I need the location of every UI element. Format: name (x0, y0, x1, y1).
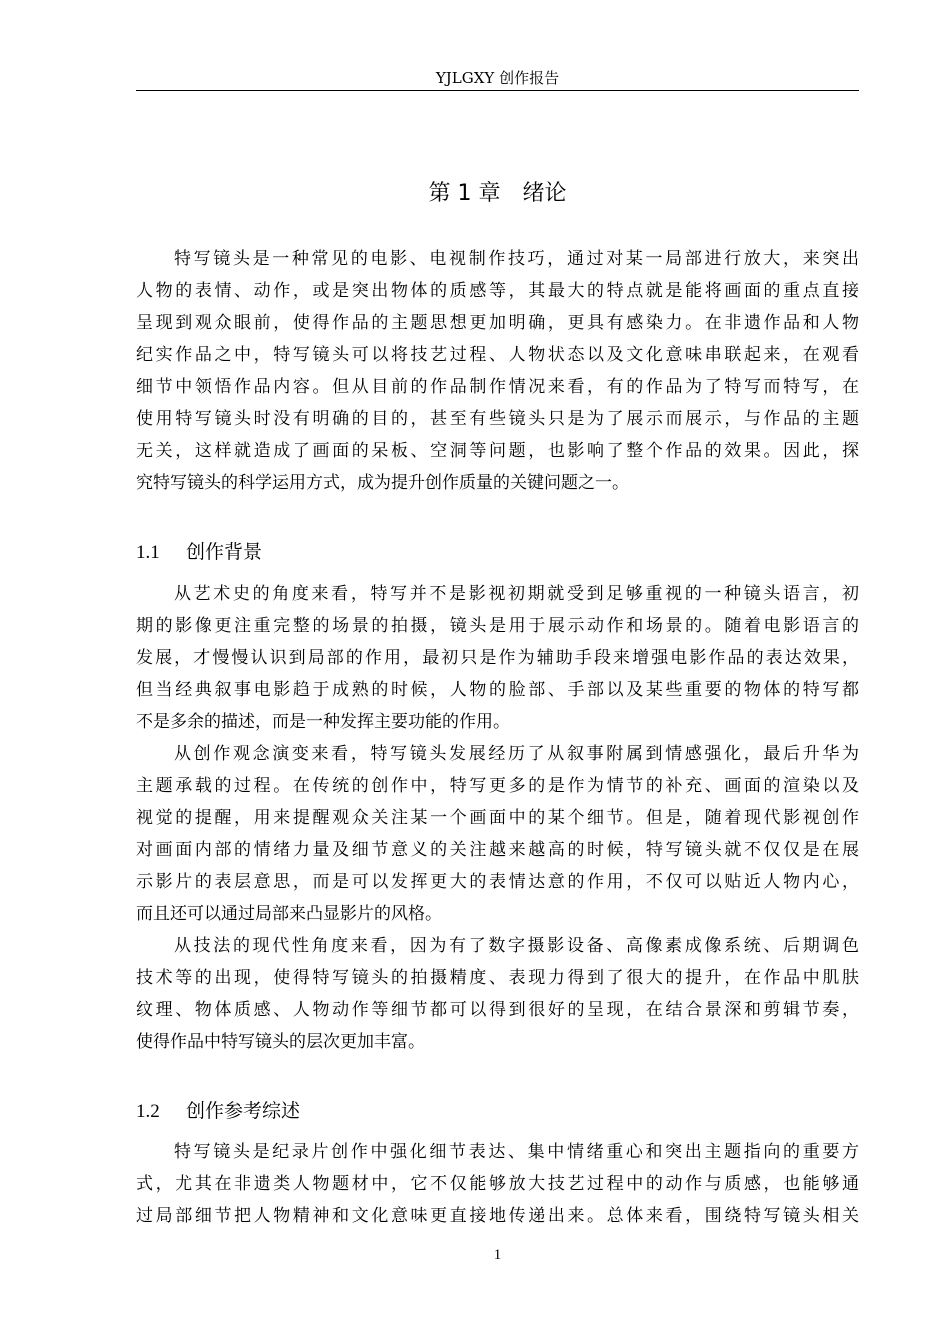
paragraph-line: 从艺术史的角度来看，特写并不是影视初期就受到足够重视的一种镜头语言，初 (174, 584, 859, 604)
section-title-text: 创作背景 (186, 541, 263, 563)
paragraph-line: 纹理、物体质感、人物动作等细节都可以得到很好的呈现，在结合景深和剪辑节奏， (136, 1000, 859, 1020)
chapter-number: 第 1 章 (428, 181, 501, 206)
section-heading-1-2 (136, 1096, 859, 1127)
paragraph-line: 而且还可以通过局部来凸显影片的风格。 (136, 904, 442, 924)
section-1-1-paragraph-3 (136, 930, 859, 1058)
paragraph-line: 示影片的表层意思，而是可以发挥更大的表情达意的作用，不仅可以贴近人物内心， (136, 872, 859, 892)
paragraph-line: 但当经典叙事电影趋于成熟的时候，人物的脸部、手部以及某些重要的物体的特写都 (136, 680, 859, 700)
section-number: 1.2 (136, 1101, 160, 1122)
paragraph-line: 视觉的提醒，用来提醒观众关注某一个画面中的某个细节。但是，随着现代影视创作 (136, 808, 859, 828)
paragraph-line: 纪实作品之中，特写镜头可以将技艺过程、人物状态以及文化意味串联起来，在观看 (136, 345, 859, 365)
section-1-1-paragraph-1 (136, 578, 859, 738)
paragraph-line: 使得作品中特写镜头的层次更加丰富。 (136, 1032, 425, 1052)
paragraph-line: 人物的表情、动作，或是突出物体的质感等，其最大的特点就是能将画面的重点直接 (136, 281, 859, 301)
chapter-name: 绪论 (522, 181, 567, 206)
section-1-2-paragraph-1 (136, 1136, 859, 1232)
paragraph-line: 发展，才慢慢认识到局部的作用，最初只是作为辅助手段来增强电影作品的表达效果， (136, 648, 859, 668)
paragraph-line: 细节中领悟作品内容。但从目前的作品制作情况来看，有的作品为了特写而特写，在 (136, 377, 859, 397)
paragraph-line: 对画面内部的情绪力量及细节意义的关注越来越高的时候，特写镜头就不仅仅是在展 (136, 840, 859, 860)
page-header (136, 66, 859, 91)
paragraph-line: 无关，这样就造成了画面的呆板、空洞等问题，也影响了整个作品的效果。因此，探 (136, 441, 859, 461)
header-title: YJLGXY 创作报告 (435, 69, 560, 87)
paragraph-line: 从创作观念演变来看，特写镜头发展经历了从叙事附属到情感强化，最后升华为 (174, 744, 859, 764)
chapter-title (136, 178, 859, 210)
paragraph-line: 期的影像更注重完整的场景的拍摄，镜头是用于展示动作和场景的。随着电影语言的 (136, 616, 859, 636)
page-number: 1 (493, 1247, 502, 1263)
paragraph-line: 从技法的现代性角度来看，因为有了数字摄影设备、高像素成像系统、后期调色 (174, 936, 859, 956)
paragraph-line: 技术等的出现，使得特写镜头的拍摄精度、表现力得到了很大的提升，在作品中肌肤 (136, 968, 859, 988)
paragraph-line: 过局部细节把人物精神和文化意味更直接地传递出来。总体来看，围绕特写镜头相关 (136, 1206, 859, 1226)
intro-paragraph (136, 243, 859, 499)
section-heading-1-1 (136, 537, 859, 568)
section-number: 1.1 (136, 542, 160, 563)
paragraph-line: 主题承载的过程。在传统的创作中，特写更多的是作为情节的补充、画面的渲染以及 (136, 776, 859, 796)
paragraph-line: 使用特写镜头时没有明确的目的，甚至有些镜头只是为了展示而展示，与作品的主题 (136, 409, 859, 429)
paragraph-line: 呈现到观众眼前，使得作品的主题思想更加明确，更具有感染力。在非遗作品和人物 (136, 313, 859, 333)
section-title-text: 创作参考综述 (186, 1100, 301, 1122)
paragraph-line: 究特写镜头的科学运用方式，成为提升创作质量的关键问题之一。 (136, 473, 629, 493)
section-1-1-paragraph-2 (136, 738, 859, 930)
paragraph-line: 特写镜头是一种常见的电影、电视制作技巧，通过对某一局部进行放大，来突出 (174, 249, 859, 269)
paragraph-line: 式，尤其在非遗类人物题材中，它不仅能够放大技艺过程中的动作与质感，也能够通 (136, 1174, 859, 1194)
paragraph-line: 特写镜头是纪录片创作中强化细节表达、集中情绪重心和突出主题指向的重要方 (174, 1142, 859, 1162)
paragraph-line: 不是多余的描述，而是一种发挥主要功能的作用。 (136, 712, 510, 732)
